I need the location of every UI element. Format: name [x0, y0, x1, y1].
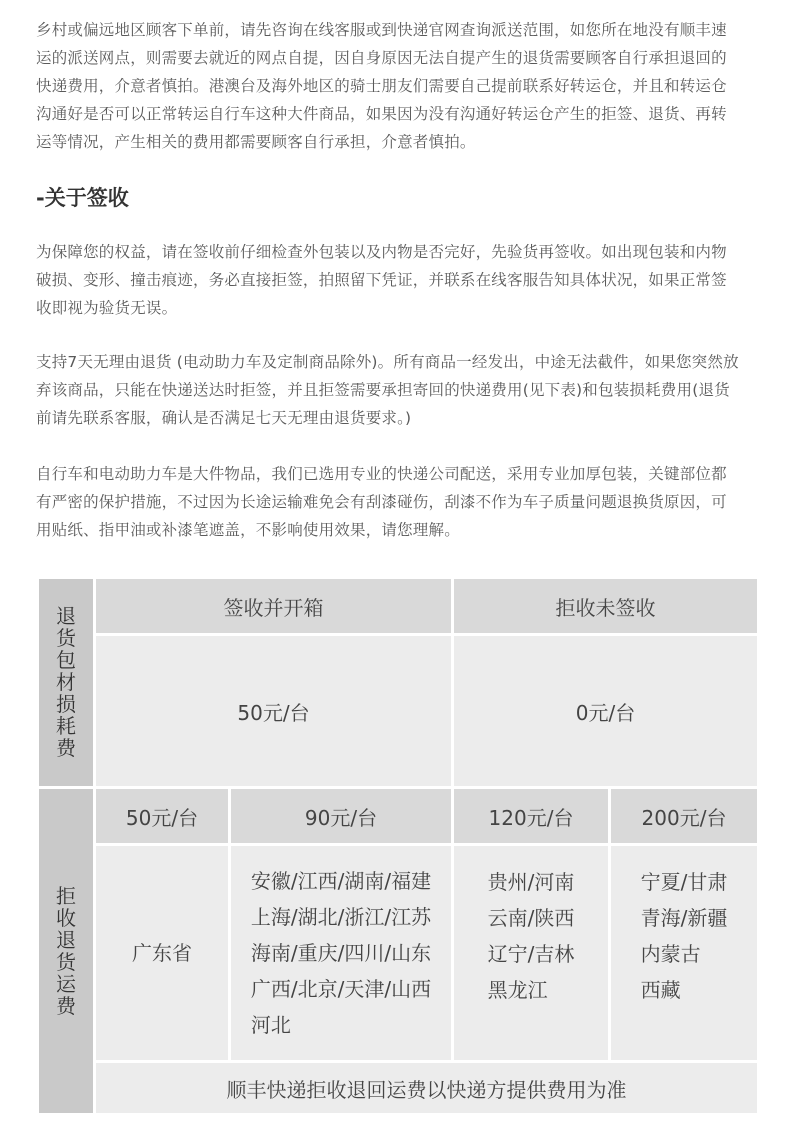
region-line: 云南/陕西 [487, 906, 575, 930]
receipt-inspection-paragraph: 为保障您的权益，请在签收前仔细检查外包装以及内物是否完好，先验货再签收。如出现包装和内物破损、变形、撞击痕迹，务必直接拒签，拍照留下凭证，并联系在线客服告知具体状况，如果正常签收即视为验货无误。 [36, 243, 727, 317]
region-line: 安徽/江西/湖南/福建 [250, 869, 432, 893]
region-line: 广东省 [132, 941, 192, 965]
header-price-120: 120元/台 [454, 789, 608, 843]
section-heading-receipt: -关于签收 [36, 186, 129, 210]
regions-120 [454, 846, 608, 1060]
return-shipping-fee-label: 拒收退货运费 [39, 789, 93, 1113]
region-line: 西藏 [640, 978, 681, 1002]
regions-90 [231, 846, 451, 1060]
header-rejected-unsigned: 拒收未签收 [454, 579, 757, 633]
region-line: 河北 [250, 1013, 291, 1037]
shipping-fee-note: 顺丰快递拒收退回运费以快递方提供费用为准 [96, 1063, 757, 1113]
region-line: 上海/湖北/浙江/江苏 [250, 905, 432, 929]
header-price-50: 50元/台 [96, 789, 228, 843]
header-signed-opened: 签收并开箱 [96, 579, 451, 633]
region-line: 辽宁/吉林 [487, 942, 575, 966]
table-row [39, 579, 757, 633]
region-line: 宁夏/甘肃 [640, 870, 728, 894]
packaging-fee-label: 退货包材损耗费 [39, 579, 93, 786]
header-price-200: 200元/台 [611, 789, 757, 843]
value-signed-opened: 50元/台 [96, 636, 451, 786]
rural-delivery-paragraph: 乡村或偏远地区顾客下单前，请先咨询在线客服或到快递官网查询派送范围，如您所在地没有顺丰速运的派送网点，则需要去就近的网点自提，因自身原因无法自提产生的退货需要顾客自行承担退回的快递费用，介意者慎拍。港澳台及海外地区的骑士朋友们需要自己提前联系好转运仓，并且和转运仓沟通好是否可以正常转运自行车这种大件商品，如果因为没有沟通好转运仓产生的拒签、退货、再转运等情况，产生相关的费用都需要顾客自行承担，介意者慎拍。 [36, 21, 727, 151]
table-row [39, 846, 757, 1060]
region-line: 贵州/河南 [487, 870, 575, 894]
header-price-90: 90元/台 [231, 789, 451, 843]
value-rejected-unsigned: 0元/台 [454, 636, 757, 786]
regions-50 [96, 846, 228, 1060]
return-fee-table [36, 576, 760, 1116]
region-line: 海南/重庆/四川/山东 [250, 941, 432, 965]
region-line: 内蒙古 [640, 942, 701, 966]
region-line: 青海/新疆 [640, 906, 728, 930]
return-policy-paragraph: 支持7天无理由退货 (电动助力车及定制商品除外)。所有商品一经发出，中途无法截件，如果您突然放弃该商品，只能在快递送达时拒签，并且拒签需要承担寄回的快递费用(见下表)和包装损耗费用(退货前请先联系客服，确认是否满足七天无理由退货要求。) [36, 353, 739, 427]
regions-200 [611, 846, 757, 1060]
table-row [39, 636, 757, 786]
table-row [39, 789, 757, 843]
shipping-damage-paragraph: 自行车和电动助力车是大件物品，我们已选用专业的快递公司配送，采用专业加厚包装，关键部位都有严密的保护措施，不过因为长途运输难免会有刮漆碰伤，刮漆不作为车子质量问题退换货原因，可用贴纸、指甲油或补漆笔遮盖，不影响使用效果，请您理解。 [36, 465, 727, 539]
region-line: 黑龙江 [487, 978, 548, 1002]
table-row [39, 1063, 757, 1113]
region-line: 广西/北京/天津/山西 [250, 977, 432, 1001]
